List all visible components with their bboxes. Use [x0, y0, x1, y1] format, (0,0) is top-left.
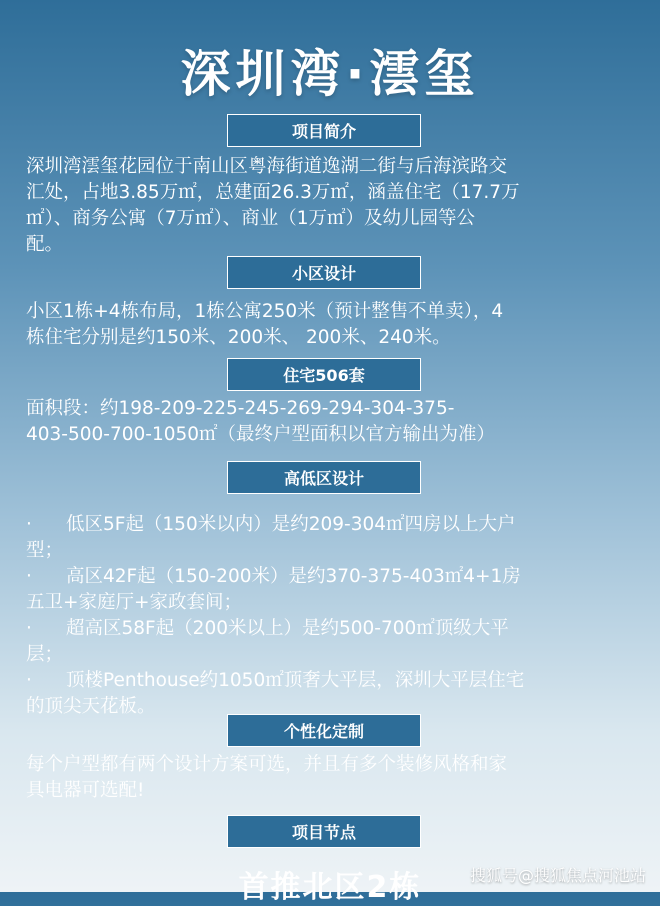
- text-line: 每个户型都有两个设计方案可选，并且有多个装修风格和家: [26, 754, 508, 775]
- design-text: [26, 299, 638, 351]
- bullet: ·: [26, 566, 32, 587]
- list-item-cont: 型；: [26, 540, 64, 561]
- text-line: 403-500-700-1050㎡（最终户型面积以官方输出为准）: [26, 424, 496, 445]
- section-heading-milestones: 项目节点: [227, 815, 421, 848]
- intro-text: [26, 154, 638, 258]
- page-title: 深圳湾·澐玺: [180, 45, 480, 103]
- text-line: 栋住宅分别是约150米、200米、 200米、240米。: [26, 327, 451, 348]
- bullet: ·: [26, 670, 32, 691]
- item-line: 超高区58F起（200米以上）是约500-700㎡顶级大平: [66, 618, 509, 639]
- list-item: [26, 512, 638, 538]
- item-line: 低区5F起（150米以内）是约209-304㎡四房以上大户: [66, 514, 516, 535]
- list-item-cont: 的顶尖天花板。: [26, 696, 156, 717]
- text-line: 面积段：约198-209-225-245-269-294-304-375-: [26, 398, 455, 419]
- section-heading-design: 小区设计: [227, 256, 421, 289]
- section-heading-intro: 项目简介: [227, 114, 421, 147]
- text-line: 具电器可选配!: [26, 780, 145, 801]
- text-line: ㎡）、商务公寓（7万㎡）、商业（1万㎡）及幼儿园等公: [26, 208, 476, 229]
- list-item: [26, 616, 638, 642]
- text-line: 深圳湾澐玺花园位于南山区粤海街道逸湖二街与后海滨路交: [26, 156, 508, 177]
- section-heading-custom: 个性化定制: [227, 714, 421, 747]
- list-item-cont: 五卫+家庭厅+家政套间；: [26, 592, 243, 613]
- item-line: 高区42F起（150-200米）是约370-375-403㎡4+1房: [66, 566, 521, 587]
- zones-list: [26, 512, 638, 720]
- custom-text: [26, 752, 638, 804]
- bullet: ·: [26, 618, 32, 639]
- big-headline: 首推北区2栋: [238, 870, 422, 905]
- list-item: [26, 564, 638, 590]
- units-text: [26, 396, 638, 448]
- list-item: [26, 668, 638, 694]
- text-line: 配。: [26, 234, 64, 255]
- watermark: 搜狐号@搜狐焦点河池站: [469, 866, 646, 885]
- list-item-cont: 层；: [26, 644, 64, 665]
- section-heading-units: 住宅506套: [227, 358, 421, 391]
- text-line: 小区1栋+4栋布局，1栋公寓250米（预计整售不单卖），4: [26, 301, 504, 322]
- item-line: 顶楼Penthouse约1050㎡顶奢大平层，深圳大平层住宅: [66, 670, 525, 691]
- text-line: 汇处，占地3.85万㎡，总建面26.3万㎡，涵盖住宅（17.7万: [26, 182, 520, 203]
- bullet: ·: [26, 514, 32, 535]
- section-heading-zones: 高低区设计: [227, 461, 421, 494]
